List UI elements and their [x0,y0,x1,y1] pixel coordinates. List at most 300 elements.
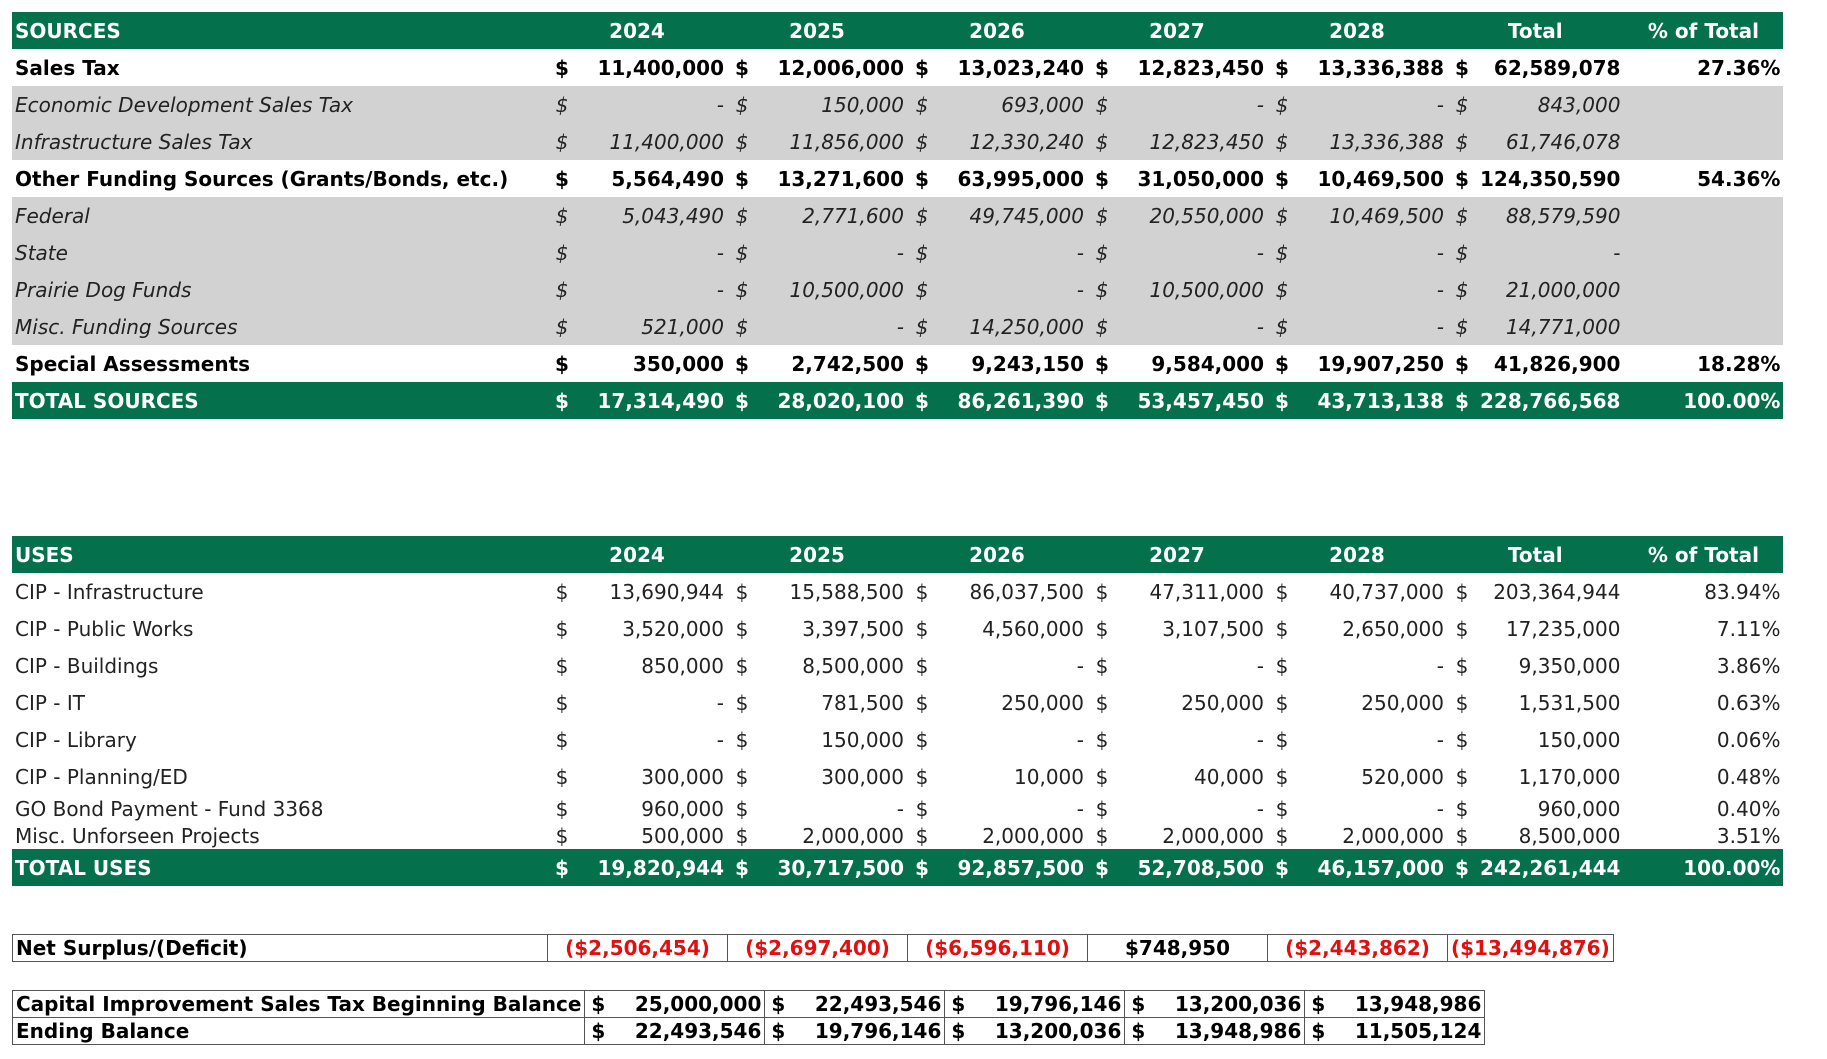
row-label: Special Assessments [12,345,547,382]
net-surplus-table [12,934,1614,962]
pct-value: 54.36% [1623,160,1783,197]
currency-symbol: $ [547,308,577,345]
currency-symbol: $ [1455,764,1469,789]
year-value: 12,330,240 [937,123,1087,160]
year-value: - [1436,796,1444,821]
sources-row [12,308,1783,345]
uses-row [12,795,1783,822]
year-value: 10,000 [1014,764,1084,789]
currency-symbol: $ [727,849,757,886]
currency-symbol: $ [727,234,757,271]
currency-symbol: $ [585,1018,615,1045]
currency-symbol: $ [1267,849,1297,886]
year-value: 960,000 [641,796,724,821]
total-value: 150,000 [1537,727,1621,752]
currency-symbol: $ [555,727,569,752]
currency-symbol: $ [1275,690,1289,715]
total-value: 203,364,944 [1493,579,1621,604]
year-value: 2,742,500 [757,345,907,382]
net-value: ($6,596,110) [908,935,1088,962]
pct-value: 18.28% [1623,345,1783,382]
sources-row [12,382,1783,419]
total-value: 8,500,000 [1518,823,1621,848]
currency-symbol: $ [555,653,569,678]
currency-symbol: $ [555,823,569,848]
year-value: 47,311,000 [1149,579,1264,604]
currency-symbol: $ [1087,86,1117,123]
currency-symbol: $ [735,823,749,848]
year-value: - [1297,271,1447,308]
row-label: Economic Development Sales Tax [12,86,547,123]
currency-symbol: $ [735,579,749,604]
currency-symbol: $ [1095,823,1109,848]
year-header: 2024 [547,536,727,573]
sources-row [12,197,1783,234]
year-value: 9,243,150 [937,345,1087,382]
year-value: - [757,308,907,345]
year-value: 250,000 [1361,690,1444,715]
year-value: - [1297,234,1447,271]
total-value: 960,000 [1537,796,1621,821]
row-label: TOTAL SOURCES [12,382,547,419]
currency-symbol: $ [1095,764,1109,789]
currency-symbol: $ [547,849,577,886]
currency-symbol: $ [1447,345,1477,382]
year-header: 2028 [1267,12,1447,49]
year-value: - [577,234,727,271]
year-value: 8,500,000 [802,653,904,678]
currency-symbol: $ [727,49,757,86]
row-label: Misc. Funding Sources [12,308,547,345]
year-value: 2,000,000 [802,823,904,848]
total-value: 17,235,000 [1505,616,1621,641]
year-value: 10,469,500 [1297,160,1447,197]
year-value: - [1256,727,1264,752]
year-value: 20,550,000 [1117,197,1267,234]
year-value: - [937,271,1087,308]
year-value: 300,000 [641,764,724,789]
year-value: 10,500,000 [757,271,907,308]
year-value: 30,717,500 [757,849,907,886]
year-value: 19,907,250 [1297,345,1447,382]
year-value: 2,000,000 [1342,823,1444,848]
currency-symbol: $ [1275,764,1289,789]
total-value: 88,579,590 [1477,197,1623,234]
currency-symbol: $ [1267,271,1297,308]
balance-value: 22,493,546 [615,1018,765,1045]
year-value: - [577,86,727,123]
currency-symbol: $ [1087,345,1117,382]
currency-symbol: $ [1275,796,1289,821]
currency-symbol: $ [1267,345,1297,382]
currency-symbol: $ [727,308,757,345]
year-value: - [716,690,724,715]
currency-symbol: $ [907,234,937,271]
year-header: 2025 [727,536,907,573]
currency-symbol: $ [1275,823,1289,848]
currency-symbol: $ [547,197,577,234]
pct-value [1623,271,1783,308]
year-value: 52,708,500 [1117,849,1267,886]
year-value: 19,820,944 [577,849,727,886]
row-label: State [12,234,547,271]
year-value: 12,823,450 [1117,49,1267,86]
year-value: 53,457,450 [1117,382,1267,419]
year-value: 43,713,138 [1297,382,1447,419]
currency-symbol: $ [1447,86,1477,123]
currency-symbol: $ [1455,579,1469,604]
row-label: Other Funding Sources (Grants/Bonds, etc.) [12,160,547,197]
currency-symbol: $ [1125,991,1155,1018]
currency-symbol: $ [735,690,749,715]
year-value: 3,397,500 [802,616,904,641]
net-total: ($13,494,876) [1448,935,1614,962]
currency-symbol: $ [1447,308,1477,345]
currency-symbol: $ [1455,796,1469,821]
currency-symbol: $ [547,49,577,86]
year-value: - [1297,86,1447,123]
currency-symbol: $ [1447,382,1477,419]
currency-symbol: $ [907,382,937,419]
year-value: - [716,727,724,752]
pct-value: 0.06% [1716,727,1781,752]
currency-symbol: $ [1095,727,1109,752]
currency-symbol: $ [735,653,749,678]
year-value: - [1076,796,1084,821]
year-value: 5,043,490 [577,197,727,234]
balance-table [12,990,1485,1045]
year-value: 13,336,388 [1297,123,1447,160]
currency-symbol: $ [1455,727,1469,752]
currency-symbol: $ [547,271,577,308]
year-value: 520,000 [1361,764,1444,789]
currency-symbol: $ [727,86,757,123]
currency-symbol: $ [907,123,937,160]
currency-symbol: $ [1447,271,1477,308]
currency-symbol: $ [907,86,937,123]
sources-row [12,123,1783,160]
year-header: 2028 [1267,536,1447,573]
currency-symbol: $ [1447,197,1477,234]
year-value: - [1117,308,1267,345]
sources-row [12,234,1783,271]
pct-value [1623,197,1783,234]
total-value: 1,531,500 [1518,690,1621,715]
currency-symbol: $ [1305,1018,1335,1045]
currency-symbol: $ [1087,160,1117,197]
year-value: 11,400,000 [577,123,727,160]
year-value: 850,000 [641,653,724,678]
currency-symbol: $ [1095,653,1109,678]
year-value: 10,500,000 [1117,271,1267,308]
currency-symbol: $ [765,991,795,1018]
year-value: - [577,271,727,308]
balance-value: 19,796,146 [795,1018,945,1045]
pct-header: % of Total [1623,536,1783,573]
year-value: 13,690,944 [609,579,724,604]
uses-row [12,647,1783,684]
total-value: 62,589,078 [1477,49,1623,86]
currency-symbol: $ [1447,234,1477,271]
currency-symbol: $ [1267,197,1297,234]
year-value: 15,588,500 [789,579,904,604]
row-label: Federal [12,197,547,234]
net-value: $748,950 [1088,935,1268,962]
year-header: 2027 [1087,536,1267,573]
currency-symbol: $ [1095,616,1109,641]
pct-value [1623,308,1783,345]
currency-symbol: $ [1447,160,1477,197]
year-value: 500,000 [641,823,724,848]
uses-table [12,536,1783,886]
currency-symbol: $ [915,764,929,789]
total-header: Total [1447,12,1623,49]
currency-symbol: $ [585,991,615,1018]
currency-symbol: $ [907,308,937,345]
balance-value: 19,796,146 [975,991,1125,1018]
currency-symbol: $ [907,197,937,234]
year-value: 12,006,000 [757,49,907,86]
sources-table [12,12,1783,419]
currency-symbol: $ [1275,579,1289,604]
row-label: GO Bond Payment - Fund 3368 [15,796,324,821]
year-value: 250,000 [1001,690,1084,715]
year-header: 2027 [1087,12,1267,49]
sources-row [12,160,1783,197]
year-value: 14,250,000 [937,308,1087,345]
total-value: 14,771,000 [1477,308,1623,345]
currency-symbol: $ [1275,727,1289,752]
year-value: 86,037,500 [969,579,1084,604]
currency-symbol: $ [915,727,929,752]
net-label: Net Surplus/(Deficit) [13,935,548,962]
sources-row [12,345,1783,382]
currency-symbol: $ [727,345,757,382]
row-label: Sales Tax [12,49,547,86]
currency-symbol: $ [735,616,749,641]
total-value: 61,746,078 [1477,123,1623,160]
row-label: CIP - IT [15,690,85,715]
currency-symbol: $ [915,653,929,678]
currency-symbol: $ [727,197,757,234]
balance-value: 13,948,986 [1335,991,1485,1018]
currency-symbol: $ [547,345,577,382]
currency-symbol: $ [1267,160,1297,197]
year-value: 92,857,500 [937,849,1087,886]
balance-value: 13,200,036 [975,1018,1125,1045]
currency-symbol: $ [907,271,937,308]
total-value: 124,350,590 [1477,160,1623,197]
year-value: 693,000 [937,86,1087,123]
currency-symbol: $ [1447,49,1477,86]
year-value: 28,020,100 [757,382,907,419]
year-value: 150,000 [757,86,907,123]
currency-symbol: $ [1267,49,1297,86]
pct-value: 83.94% [1704,579,1781,604]
year-value: 250,000 [1181,690,1264,715]
year-value: 11,400,000 [577,49,727,86]
currency-symbol: $ [907,49,937,86]
currency-symbol: $ [945,1018,975,1045]
year-value: - [896,796,904,821]
total-value: 1,170,000 [1518,764,1621,789]
total-value: 9,350,000 [1518,653,1621,678]
currency-symbol: $ [735,796,749,821]
sources-row [12,86,1783,123]
balance-value: 25,000,000 [615,991,765,1018]
net-value: ($2,443,862) [1268,935,1448,962]
pct-value [1623,123,1783,160]
total-value: 843,000 [1477,86,1623,123]
uses-row [12,758,1783,795]
balance-row [13,991,1485,1018]
uses-header-row [12,536,1783,573]
year-value: 40,737,000 [1329,579,1444,604]
year-value: 63,995,000 [937,160,1087,197]
currency-symbol: $ [1275,616,1289,641]
currency-symbol: $ [555,616,569,641]
year-value: - [757,234,907,271]
uses-row [12,721,1783,758]
currency-symbol: $ [727,160,757,197]
total-value: 41,826,900 [1477,345,1623,382]
currency-symbol: $ [1087,49,1117,86]
currency-symbol: $ [1087,197,1117,234]
currency-symbol: $ [1095,796,1109,821]
balance-value: 22,493,546 [795,991,945,1018]
row-label: CIP - Library [15,727,137,752]
year-value: 2,000,000 [982,823,1084,848]
currency-symbol: $ [1305,991,1335,1018]
currency-symbol: $ [1267,123,1297,160]
row-label: TOTAL USES [12,849,547,886]
currency-symbol: $ [915,579,929,604]
pct-value [1623,86,1783,123]
sources-row [12,49,1783,86]
currency-symbol: $ [1455,616,1469,641]
year-value: - [1436,653,1444,678]
currency-symbol: $ [1455,823,1469,848]
year-value: 46,157,000 [1297,849,1447,886]
pct-value: 0.40% [1716,796,1781,821]
year-value: 2,771,600 [757,197,907,234]
currency-symbol: $ [915,796,929,821]
currency-symbol: $ [1087,271,1117,308]
currency-symbol: $ [1087,849,1117,886]
currency-symbol: $ [907,345,937,382]
row-label: CIP - Infrastructure [15,579,204,604]
year-value: 781,500 [821,690,904,715]
year-value: - [1297,308,1447,345]
currency-symbol: $ [907,160,937,197]
year-value: - [1117,86,1267,123]
pct-value: 7.11% [1716,616,1781,641]
year-value: 3,107,500 [1162,616,1264,641]
currency-symbol: $ [555,796,569,821]
row-label: Prairie Dog Funds [12,271,547,308]
currency-symbol: $ [1267,234,1297,271]
balance-value: 13,948,986 [1155,1018,1305,1045]
row-label: CIP - Public Works [15,616,194,641]
currency-symbol: $ [1087,382,1117,419]
pct-value: 0.63% [1716,690,1781,715]
year-value: 13,023,240 [937,49,1087,86]
year-value: - [1256,796,1264,821]
currency-symbol: $ [547,160,577,197]
uses-header-label: USES [12,536,547,573]
net-value: ($2,697,400) [728,935,908,962]
pct-value: 100.00% [1623,382,1783,419]
uses-row [12,684,1783,721]
currency-symbol: $ [727,123,757,160]
year-value: 11,856,000 [757,123,907,160]
currency-symbol: $ [727,382,757,419]
currency-symbol: $ [555,579,569,604]
uses-row [12,573,1783,610]
year-value: 13,336,388 [1297,49,1447,86]
row-label: Infrastructure Sales Tax [12,123,547,160]
year-value: - [1076,653,1084,678]
year-value: 9,584,000 [1117,345,1267,382]
sources-header-label: SOURCES [12,12,547,49]
currency-symbol: $ [1447,849,1477,886]
balance-value: 11,505,124 [1335,1018,1485,1045]
currency-symbol: $ [555,690,569,715]
pct-header: % of Total [1623,12,1783,49]
currency-symbol: $ [1267,382,1297,419]
uses-row [12,849,1783,886]
currency-symbol: $ [547,382,577,419]
row-label: CIP - Buildings [15,653,159,678]
pct-value: 27.36% [1623,49,1783,86]
pct-value: 0.48% [1716,764,1781,789]
year-value: 86,261,390 [937,382,1087,419]
year-value: 5,564,490 [577,160,727,197]
net-surplus-row [13,935,1614,962]
year-value: 521,000 [577,308,727,345]
year-value: 49,745,000 [937,197,1087,234]
year-value: 13,271,600 [757,160,907,197]
currency-symbol: $ [945,991,975,1018]
year-value: 350,000 [577,345,727,382]
row-label: CIP - Planning/ED [15,764,188,789]
currency-symbol: $ [1087,234,1117,271]
currency-symbol: $ [1455,653,1469,678]
total-value: 228,766,568 [1477,382,1623,419]
currency-symbol: $ [1267,308,1297,345]
year-value: 300,000 [821,764,904,789]
net-value: ($2,506,454) [548,935,728,962]
currency-symbol: $ [547,86,577,123]
year-value: 31,050,000 [1117,160,1267,197]
year-value: - [1256,653,1264,678]
currency-symbol: $ [915,616,929,641]
total-value: - [1477,234,1623,271]
total-header: Total [1447,536,1623,573]
pct-value [1623,234,1783,271]
currency-symbol: $ [915,690,929,715]
currency-symbol: $ [1455,690,1469,715]
year-value: 4,560,000 [982,616,1084,641]
year-header: 2025 [727,12,907,49]
year-value: 10,469,500 [1297,197,1447,234]
currency-symbol: $ [1087,123,1117,160]
currency-symbol: $ [1095,579,1109,604]
currency-symbol: $ [547,234,577,271]
balance-label: Capital Improvement Sales Tax Beginning Balance [13,991,585,1018]
year-value: 2,650,000 [1342,616,1444,641]
balance-value: 13,200,036 [1155,991,1305,1018]
